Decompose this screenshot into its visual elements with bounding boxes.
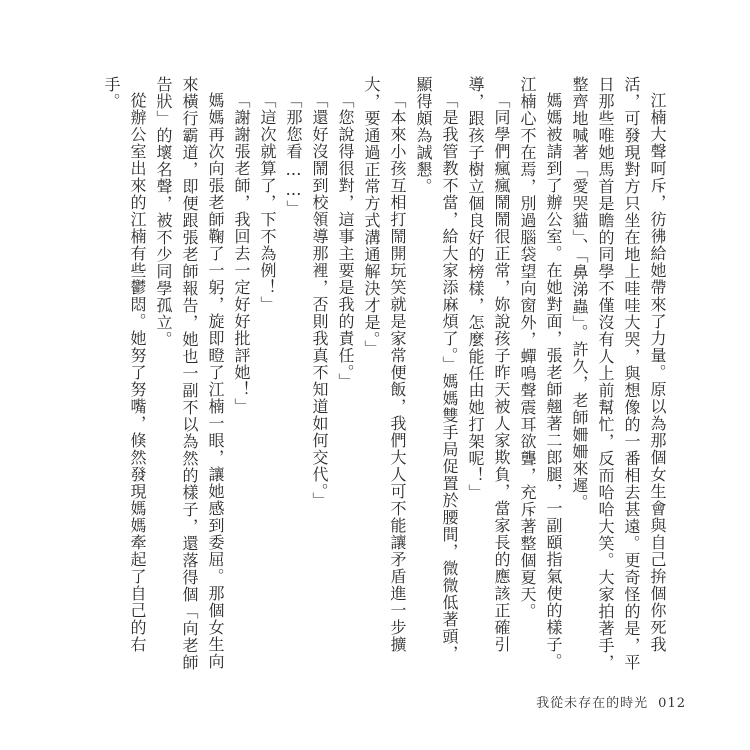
page-number: 012 [658, 696, 686, 711]
body-text [80, 76, 670, 676]
paragraph-8: 「那您看……」 [284, 92, 303, 217]
paragraph-3: 「同學們瘋瘋鬧鬧很正常，妳說孩子昨天被人家欺負，當家長的應該正確引導，跟孩子樹立個良好的榜樣，怎麼能任由她打架呢！」 [466, 76, 511, 653]
paragraph-1: 江楠大聲呵斥，彷彿給她帶來了力量。原以為那個女生會與自己拚個你死我活，可發現對方只坐在地上哇哇大哭，與想像的一番相去甚遠。更奇怪的是，平日那些唯她馬首是瞻的同學不僅沒有人上前幫忙，反而哈哈大笑。大家拍著手，整齊地喊著「愛哭貓」、「鼻涕蟲」。許久，老師姍姍來遲。 [570, 76, 667, 671]
paragraph-2: 媽媽被請到了辦公室。在她對面，張老師翹著二郎腿，一副頤指氣使的樣子。江楠心不在焉，別過腦袋望向窗外，蟬鳴聲震耳欲聾，充斥著整個夏天。 [518, 76, 563, 670]
running-footer [536, 692, 686, 711]
paragraph-10: 「謝謝張老師，我回去一定好好批評她！」 [232, 92, 251, 415]
paragraph-11: 媽媽再次向張老師鞠了一躬，旋即瞪了江楠一眼，讓她感到委屈。那個女生向來橫行霸道，即便跟張老師報告，她也一副不以為然的樣子，還落得個「向老師告狀」的壞名聲，被不少同學孤立。 [154, 76, 225, 671]
paragraph-5: 「本來小孩互相打鬧開玩笑就是家常便飯，我們大人可不能讓矛盾進一步擴大，要通過正常方式溝通解決才是。」 [362, 76, 407, 653]
paragraph-6: 「您說得很對，這事主要是我的責任。」 [336, 92, 355, 390]
paragraph-9: 「這次就算了，下不為例！」 [258, 92, 277, 313]
paragraph-7: 「還好沒鬧到校領導那裡，否則我真不知道如何交代。」 [310, 92, 329, 509]
paragraph-12: 從辦公室出來的江楠有些鬱悶。她努了努嘴，倏然發現媽媽牽起了自己的右手。 [102, 76, 147, 653]
paragraph-4: 「是我管教不當，給大家添麻煩了。」媽媽雙手局促置於腰間，微微低著頭，顯得頗為誠懇。 [414, 76, 459, 662]
book-title: 我從未存在的時光 [536, 696, 649, 711]
